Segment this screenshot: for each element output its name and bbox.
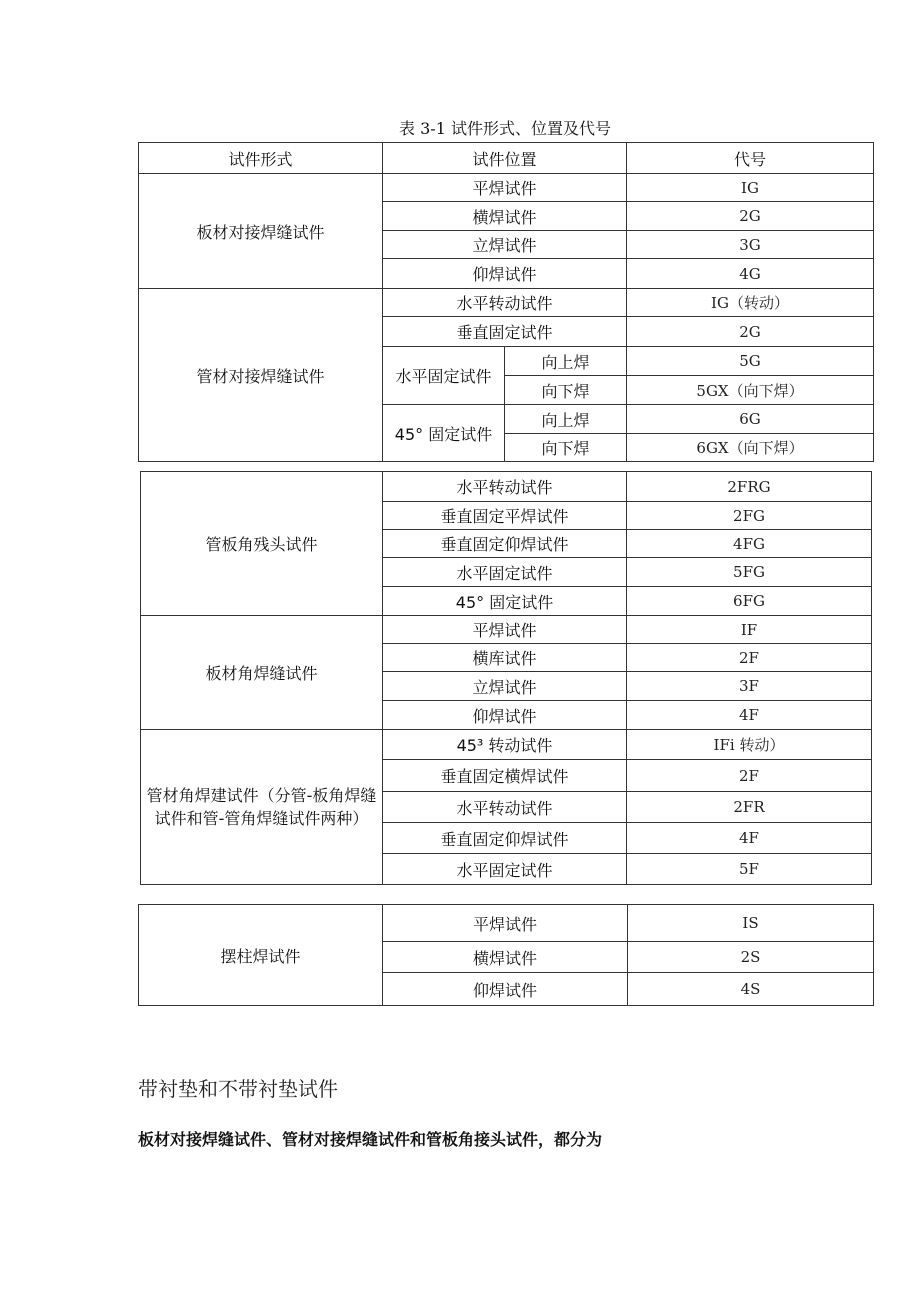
code-cell: 2S: [628, 942, 874, 973]
form-pipe-fillet: 管材角焊建试件（分管-板角焊缝试件和管-管角焊缝试件两种）: [141, 730, 383, 885]
position-cell: 水平固定试件: [383, 854, 627, 885]
code-cell: 5GX（向下焊）: [627, 376, 874, 405]
position-cell: 垂直固定仰焊试件: [383, 530, 627, 558]
header-position: 试件位置: [383, 143, 627, 174]
code-cell: 6FG: [627, 587, 872, 616]
code-cell: 2G: [627, 202, 874, 231]
code-cell: 2G: [627, 317, 874, 347]
position-cell: 平焊试件: [383, 905, 628, 942]
code-cell: 3F: [627, 672, 872, 701]
code-cell: 2F: [627, 760, 872, 792]
code-cell: IF: [627, 616, 872, 644]
position-cell: 45³ 转动试件: [383, 730, 627, 760]
position-cell: 仰焊试件: [383, 259, 627, 289]
position-cell: 立焊试件: [383, 672, 627, 701]
code-cell: 2FRG: [627, 472, 872, 502]
code-cell: IFi 转动）: [627, 730, 872, 760]
code-cell: 4FG: [627, 530, 872, 558]
position-cell: 立焊试件: [383, 231, 627, 259]
direction-cell: 向上焊: [505, 347, 627, 376]
position-cell: 水平固定试件: [383, 558, 627, 587]
code-cell: 2FG: [627, 502, 872, 530]
header-form: 试件形式: [139, 143, 383, 174]
direction-cell: 向下焊: [505, 434, 627, 462]
position-cell: 横库试件: [383, 644, 627, 672]
position-cell: 横焊试件: [383, 202, 627, 231]
position-cell: 水平转动试件: [383, 792, 627, 823]
position-cell: 水平转动试件: [383, 472, 627, 502]
code-cell: 4F: [627, 823, 872, 854]
form-stud: 摆柱焊试件: [139, 905, 383, 1006]
form-pipe-butt: 管材对接焊缝试件: [139, 289, 383, 462]
code-cell: 3G: [627, 231, 874, 259]
stud-weld-table: [138, 904, 874, 1006]
form-plate-fillet: 板材角焊缝试件: [141, 616, 383, 730]
position-cell: 横焊试件: [383, 942, 628, 973]
code-cell: 5FG: [627, 558, 872, 587]
direction-cell: 向上焊: [505, 405, 627, 434]
code-cell: 4S: [628, 973, 874, 1006]
code-cell: IG（转动）: [627, 289, 874, 317]
code-cell: IG: [627, 174, 874, 202]
position-cell: 垂直固定平焊试件: [383, 502, 627, 530]
position-45-fixed: 45° 固定试件: [383, 405, 505, 462]
code-cell: 2FR: [627, 792, 872, 823]
code-cell: 6G: [627, 405, 874, 434]
code-cell: 6GX（向下焊）: [627, 434, 874, 462]
position-cell: 平焊试件: [383, 616, 627, 644]
position-cell: 仰焊试件: [383, 973, 628, 1006]
code-cell: 2F: [627, 644, 872, 672]
position-cell: 垂直固定横焊试件: [383, 760, 627, 792]
table-caption: 表 3-1 试件形式、位置及代号: [399, 119, 611, 138]
section-heading: 带衬垫和不带衬垫试件: [138, 1077, 338, 1101]
header-code: 代号: [627, 143, 874, 174]
position-cell: 45° 固定试件: [383, 587, 627, 616]
code-cell: 4G: [627, 259, 874, 289]
position-cell: 垂直固定试件: [383, 317, 627, 347]
code-cell: 5G: [627, 347, 874, 376]
body-paragraph: 板材对接焊缝试件、管材对接焊缝试件和管板角接头试件，都分为: [138, 1130, 603, 1149]
code-cell: IS: [628, 905, 874, 942]
code-cell: 5F: [627, 854, 872, 885]
position-cell: 水平转动试件: [383, 289, 627, 317]
position-horizontal-fixed: 水平固定试件: [383, 347, 505, 405]
code-cell: 4F: [627, 701, 872, 730]
form-plate-butt: 板材对接焊缝试件: [139, 174, 383, 289]
position-cell: 平焊试件: [383, 174, 627, 202]
butt-weld-table: [138, 142, 874, 462]
form-tube-plate: 管板角残头试件: [141, 472, 383, 616]
direction-cell: 向下焊: [505, 376, 627, 405]
position-cell: 仰焊试件: [383, 701, 627, 730]
position-cell: 垂直固定仰焊试件: [383, 823, 627, 854]
fillet-weld-table: [140, 471, 872, 885]
